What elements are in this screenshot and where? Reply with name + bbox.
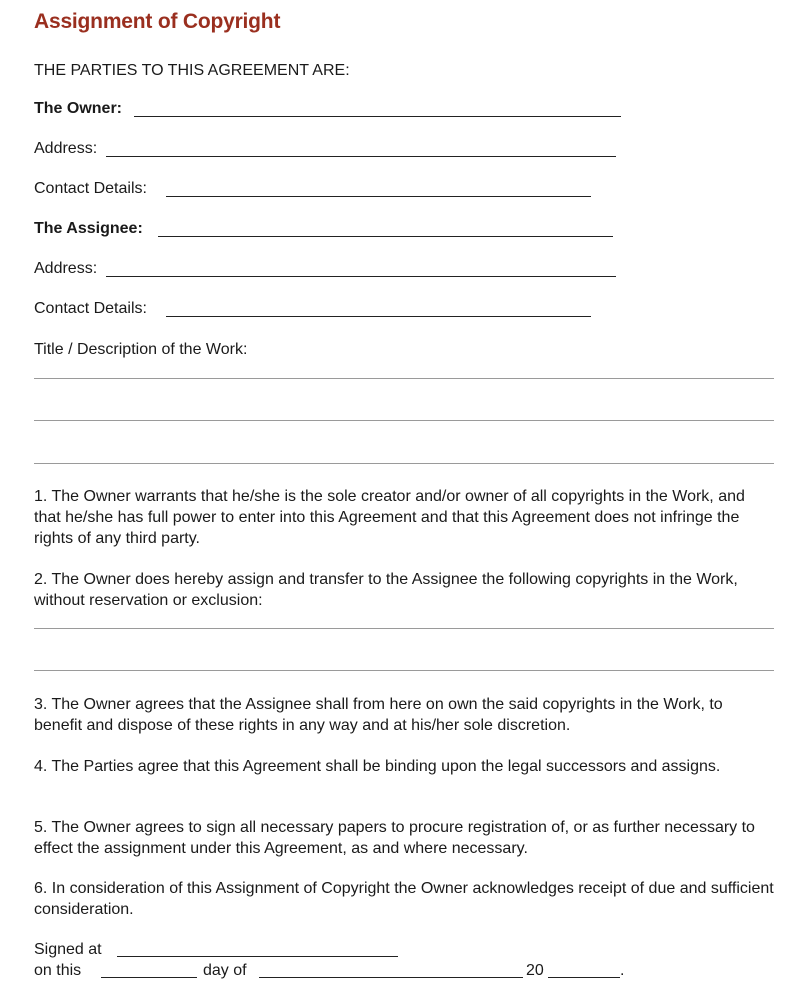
assignee-contact-label: Contact Details:: [34, 300, 147, 317]
year-prefix: 20: [526, 962, 544, 979]
clause-2: 2. The Owner does hereby assign and transfer to the Assignee the following copyrights in the Work, without reservation or exclusion:: [34, 571, 738, 609]
signed-at-field[interactable]: [117, 956, 398, 957]
copyrights-line-1[interactable]: [34, 628, 774, 629]
assignee-address-field[interactable]: [106, 276, 616, 277]
clause-6: 6. In consideration of this Assignment of Copyright the Owner acknowledges receipt of due and sufficient consideration.: [34, 880, 774, 918]
copyrights-line-2[interactable]: [34, 670, 774, 671]
assignee-heading: The Assignee:: [34, 220, 143, 237]
clause-4: 4. The Parties agree that this Agreement shall be binding upon the legal successors and assigns.: [34, 758, 721, 775]
assignee-contact-field[interactable]: [166, 316, 591, 317]
work-description-label: Title / Description of the Work:: [34, 341, 248, 358]
work-description-line-1[interactable]: [34, 378, 774, 379]
clause-1: 1. The Owner warrants that he/she is the sole creator and/or owner of all copyrights in the Work, and that he/she has full power to enter into this Agreement and that this Agreement does not infringe the rights of any third party.: [34, 488, 745, 547]
day-of-label: day of: [203, 962, 247, 979]
end-mark: .: [620, 962, 625, 979]
clause-5: 5. The Owner agrees to sign all necessary papers to procure registration of, or as further necessary to effect the assignment under this Agreement, as and where necessary.: [34, 819, 755, 857]
work-description-line-3[interactable]: [34, 463, 774, 464]
owner-heading: The Owner:: [34, 100, 123, 117]
parties-intro: THE PARTIES TO THIS AGREEMENT ARE:: [34, 62, 350, 79]
year-field[interactable]: [548, 977, 620, 978]
assignee-name-field[interactable]: [158, 236, 613, 237]
day-number-field[interactable]: [101, 977, 197, 978]
document-title: Assignment of Copyright: [34, 10, 281, 33]
assignee-address-label: Address:: [34, 260, 98, 277]
work-description-line-2[interactable]: [34, 420, 774, 421]
owner-address-field[interactable]: [106, 156, 616, 157]
owner-address-label: Address:: [34, 140, 98, 157]
owner-contact-field[interactable]: [166, 196, 591, 197]
clause-3: 3. The Owner agrees that the Assignee shall from here on own the said copyrights in the Work, to benefit and dispose of these rights in any way and at his/her sole discretion.: [34, 696, 723, 734]
owner-name-field[interactable]: [134, 116, 621, 117]
on-this-label: on this: [34, 962, 82, 979]
month-field[interactable]: [259, 977, 523, 978]
signed-at-label: Signed at: [34, 941, 102, 958]
owner-contact-label: Contact Details:: [34, 180, 147, 197]
